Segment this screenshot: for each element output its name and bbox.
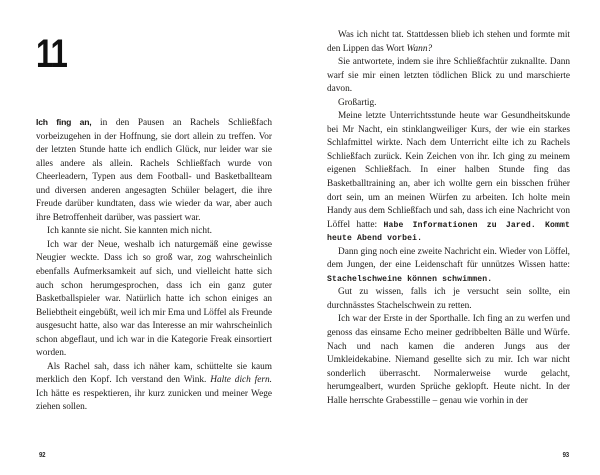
emphasis-italic: Halte dich fern.: [210, 375, 272, 386]
paragraph: [327, 313, 570, 408]
sms-message-text: Stachelschweine können schwimmen.: [327, 274, 493, 284]
paragraph: [327, 29, 570, 56]
folio-right: 93: [562, 450, 569, 459]
paragraph: [36, 116, 272, 225]
paragraph: [36, 361, 272, 415]
text-run: Ich war der Erste in der Sporthalle. Ich fing an zu werfen und genoss das einsame Echo meiner gedribbelten Bälle und Würfe. Nach und nach kamen die anderen Jungs aus der Umkleidekabine. Niemand gesellte sich zu mir. Ich war nicht sonderlich überrascht. Normalerweise wurde gelacht, herumgealbert, wurden Sprüche geklopft. Heute nicht. In der Halle herrschte Grabesstille – genau wie vorhin in der: [327, 314, 570, 406]
folio-left: 92: [39, 450, 46, 459]
paragraph: [327, 246, 570, 287]
text-run: Ich kannte sie nicht. Sie kannten mich nicht.: [47, 226, 212, 237]
paragraph: [327, 56, 570, 97]
paragraph-leadin: Ich fing an,: [36, 117, 92, 127]
text-run: Ich hätte es respektieren, ihr kurz zunicken und meiner Wege ziehen sollen.: [36, 388, 272, 413]
paragraph: [36, 225, 272, 239]
text-run: Sie antwortete, indem sie ihre Schließfachtür zuknallte. Dann warf sie mir einen letzten tödlichen Blick zu und marschierte davon.: [327, 57, 570, 95]
left-page-body: [36, 74, 272, 415]
text-run: Ich war der Neue, weshalb ich naturgemäß eine gewisse Neugier weckte. Dass ich so groß war, zog wahrscheinlich ebenfalls Aufmerksamkeit auf sich, und vielleicht hatte sich auch schon herumgesprochen, dass ich ein ganz guter Basketballspieler war. Natürlich hatte ich schon einiges an Beliebtheit eingebüßt, weil ich mir Ema und Löffel als Freunde ausgesucht hatte, also war das Interesse an mir wahrscheinlich schon abgeflaut, und ich war in die Kategorie Freak einsortiert worden.: [36, 239, 272, 359]
right-page-body: [327, 0, 570, 408]
paragraph: [36, 239, 272, 361]
text-run: Dann ging noch eine zweite Nachricht ein. Wieder von Löffel, dem Jungen, der eine Leidenschaft für unnützes Wissen hatte:: [327, 246, 570, 271]
paragraph: [327, 110, 570, 245]
text-run: Als Rachel sah, dass ich näher kam, schüttelte sie kaum merklich den Kopf. Ich verstand den Wink.: [36, 361, 272, 386]
text-run: Meine letzte Unterrichtsstunde heute war Gesundheitskunde bei Mr Nacht, ein stinklangweiliger Kurs, der wie ein starkes Schlafmittel wirkte. Nach dem Unterricht eilte ich zu Rachels Schließfach zurück. Kein Zeichen von ihr. Ich ging zu meinem eigenen Schließfach. In einer halben Stunde fing das Basketballtraining an, aber ich wollte gern ein bisschen früher dort sein, um an meinen Würfen zu arbeiten. Ich holte mein Handy aus dem Schließfach und sah, dass ich eine Nachricht von Löffel hatte:: [327, 111, 570, 230]
text-run: in den Pausen an Rachels Schließfach vorbeizugehen in der Hoffnung, sie dort allein zu treffen. Vor der letzten Stunde hatte ich endlich Glück, nur leider war sie alles andere als allein. Rachels Schließfach wurde von Cheerleadern, Typen aus dem Football- und Basketballteam und diversen anderen angesagten Schüler belagert, die ihre Freude darüber kundtaten, dass wie wieder da war, aber auch ihre Betroffenheit darüber, was passiert war.: [36, 118, 272, 223]
text-run: Gut zu wissen, falls ich je versucht sein sollte, ein durchnässtes Stachelschwein zu retten.: [327, 287, 570, 311]
sms-message-text: Habe Informationen zu Jared. Kommt heute Abend vorbei.: [327, 220, 570, 244]
text-run: Großartig.: [338, 97, 377, 108]
chapter-number: 11: [36, 32, 67, 76]
emphasis-italic: Wann?: [406, 43, 433, 54]
right-page: [300, 0, 600, 475]
paragraph: [327, 286, 570, 313]
paragraph: [327, 97, 570, 111]
text-run: Was ich nicht tat. Stattdessen blieb ich stehen und formte mit den Lippen das Wort: [327, 30, 570, 54]
